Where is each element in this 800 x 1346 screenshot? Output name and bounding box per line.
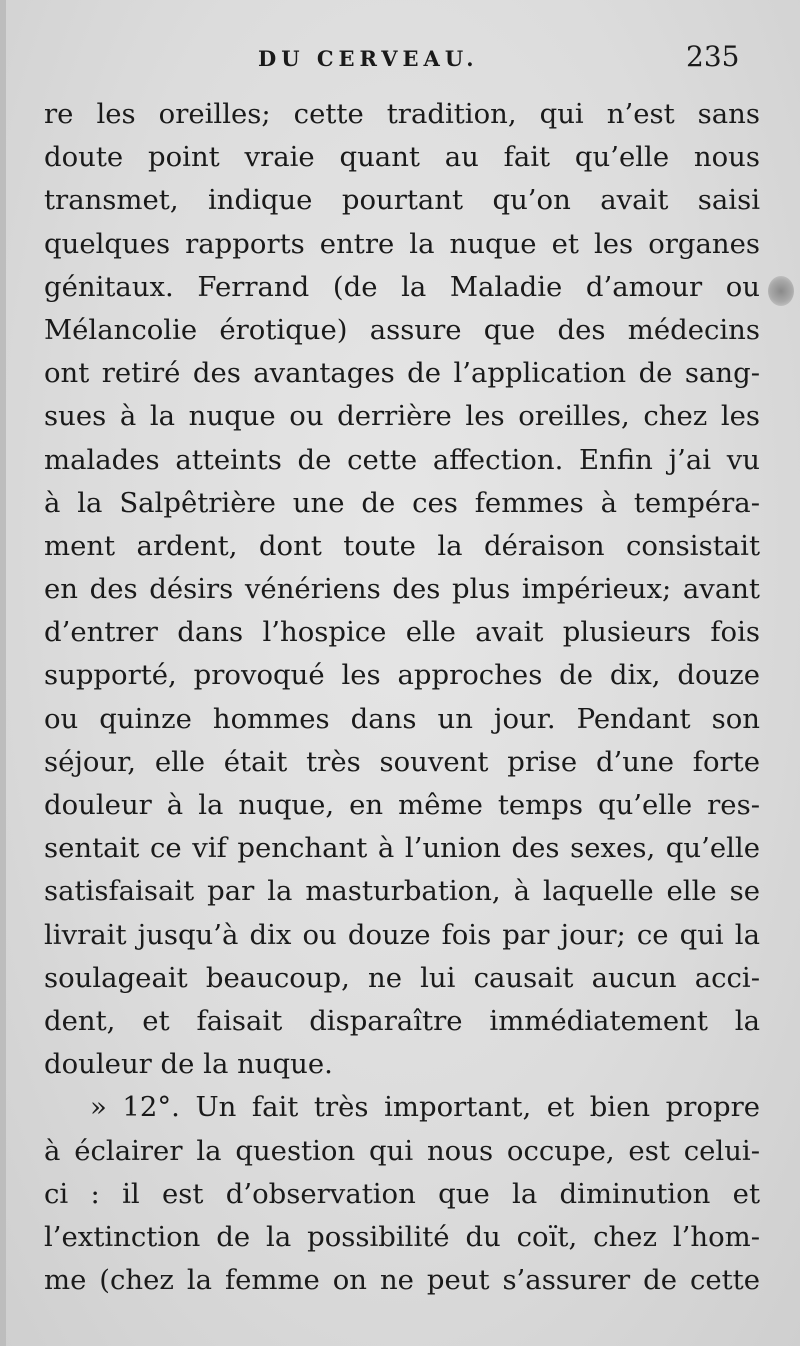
text-line: malades atteints de cette affection. Enfin j’ai vu [44,443,760,476]
text-line: dent, et faisait disparaître immédiatement la [44,1004,760,1037]
text-line: doute point vraie quant au fait qu’elle nous [44,141,760,174]
running-head: DU CERVEAU. [258,46,479,71]
text-line: douleur à la nuque, en même temps qu’elle res- [44,789,760,821]
text-line: l’extinction de la possibilité du coït, chez l’hom- [44,1220,760,1253]
text-line: sentait ce vif penchant à l’union des sexes, qu’elle [44,832,760,865]
text-line: quelques rapports entre la nuque et les organes [44,227,760,260]
text-line: transmet, indique pourtant qu’on avait saisi [44,184,760,217]
text-line: livrait jusqu’à dix ou douze fois par jour; ce qui la [44,918,760,951]
text-line: à éclairer la question qui nous occupe, est celui- [44,1134,760,1167]
text-line: sues à la nuque ou derrière les oreilles, chez les [44,400,760,433]
text-line: » 12°. Un fait très important, et bien propre [90,1091,760,1124]
ink-stain [768,276,794,306]
text-line: douleur de la nuque. [44,1048,333,1081]
text-line: Mélancolie érotique) assure que des médecins [44,313,760,346]
page-number: 235 [686,40,740,73]
text-line: en des désirs vénériens des plus impérieux; avant [44,573,760,606]
text-line: ci : il est d’observation que la diminution et [44,1177,760,1210]
text-line: ment ardent, dont toute la déraison consistait [44,529,760,562]
text-line: ou quinze hommes dans un jour. Pendant son [44,702,760,735]
text-line: soulageait beaucoup, ne lui causait aucun acci- [44,961,760,994]
text-line: satisfaisait par la masturbation, à laquelle elle se [44,875,760,908]
text-line: d’entrer dans l’hospice elle avait plusieurs fois [44,616,760,649]
text-line: génitaux. Ferrand (de la Maladie d’amour ou [44,270,760,303]
text-line: me (chez la femme on ne peut s’assurer de cette [44,1264,760,1297]
page-gutter-edge [0,0,6,1346]
text-line: ont retiré des avantages de l’application de sang- [44,357,760,390]
body-text [44,93,760,1302]
text-line: à la Salpêtrière une de ces femmes à tempéra- [44,486,760,519]
text-line: séjour, elle était très souvent prise d’une forte [44,745,760,778]
text-line: re les oreilles; cette tradition, qui n’est sans [44,98,760,130]
text-line: supporté, provoqué les approches de dix, douze [44,659,760,692]
